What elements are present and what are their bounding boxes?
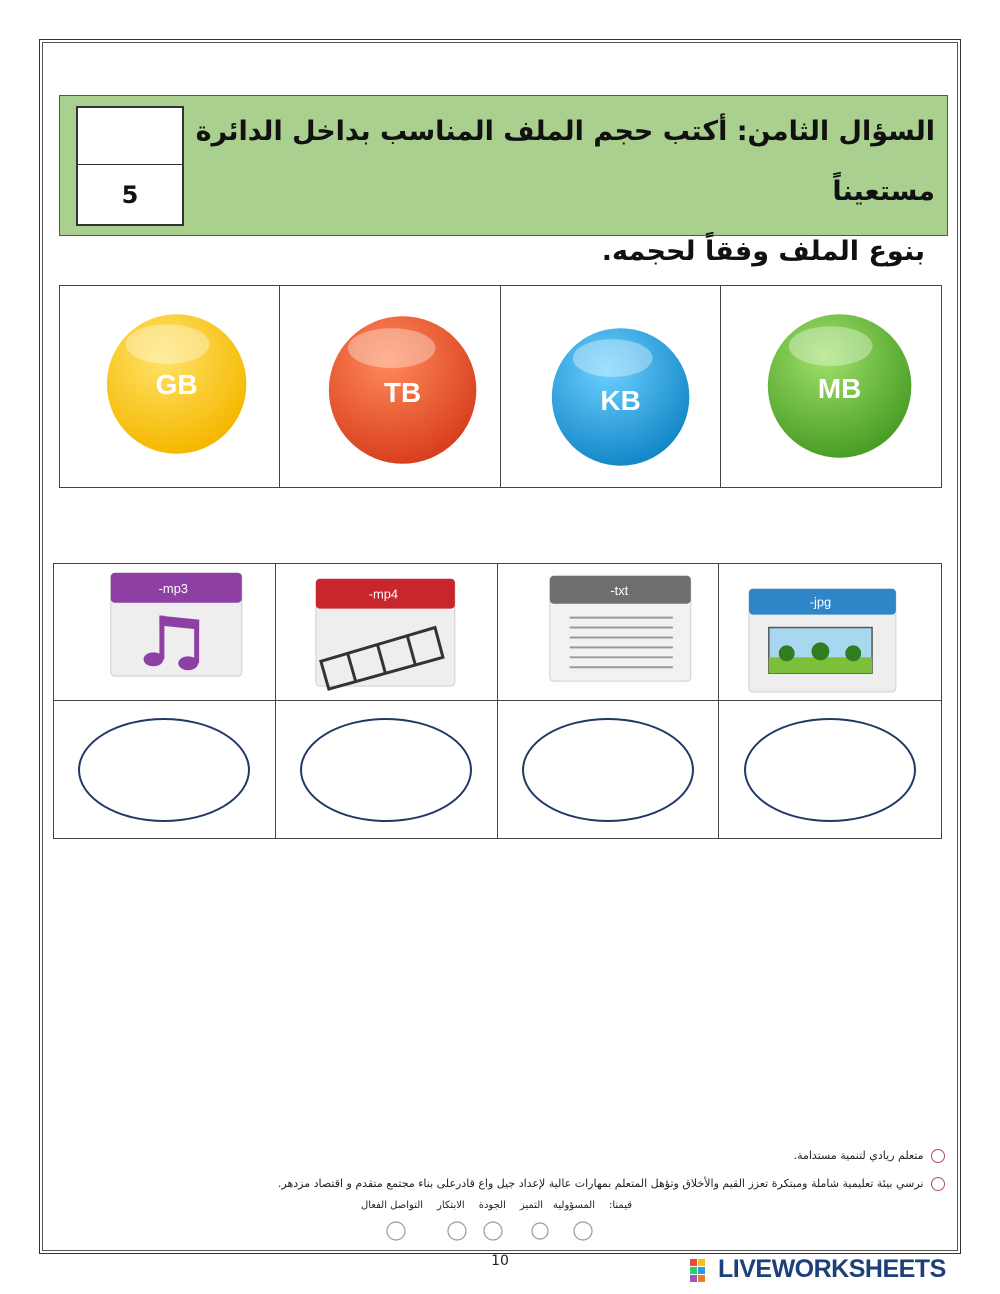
size-cell bbox=[280, 286, 500, 488]
value-item: الابتكار bbox=[437, 1200, 465, 1211]
size-options-table bbox=[59, 285, 942, 488]
size-label: MB bbox=[817, 372, 862, 404]
file-ext-label: -txt bbox=[609, 582, 628, 598]
txt-file-icon bbox=[498, 564, 719, 700]
question-text bbox=[195, 102, 935, 282]
file-type-cell bbox=[719, 564, 942, 701]
excellence-icon bbox=[532, 1223, 548, 1239]
file-type-cell bbox=[497, 564, 719, 701]
responsibility-icon bbox=[574, 1222, 592, 1240]
target-icon bbox=[931, 1149, 945, 1163]
answer-cell bbox=[719, 701, 942, 839]
size-label: KB bbox=[599, 384, 641, 416]
values-title: قيمنا: bbox=[608, 1200, 632, 1211]
tb-ball-icon[interactable] bbox=[280, 286, 499, 487]
size-cell bbox=[720, 286, 941, 488]
values-row bbox=[347, 1200, 632, 1211]
innovation-icon bbox=[448, 1222, 466, 1240]
mb-ball-icon[interactable] bbox=[721, 286, 941, 487]
mp3-file-icon bbox=[54, 564, 275, 700]
jpg-file-icon bbox=[719, 564, 941, 700]
answer-cell bbox=[54, 701, 276, 839]
file-type-cell bbox=[275, 564, 497, 701]
score-total: 5 bbox=[121, 181, 139, 209]
score-earned-field[interactable] bbox=[78, 108, 182, 165]
vision-text: متعلم ريادي لتنمية مستدامة. bbox=[793, 1149, 924, 1162]
answer-cell bbox=[497, 701, 719, 839]
vision-statement bbox=[794, 1149, 945, 1163]
file-ext-label: -mp4 bbox=[368, 586, 398, 602]
liveworksheets-logo bbox=[690, 1255, 990, 1285]
target-icon bbox=[931, 1177, 945, 1191]
value-item: التواصل الفعال bbox=[360, 1200, 424, 1211]
file-types-table bbox=[53, 563, 942, 839]
size-cell bbox=[500, 286, 720, 488]
values-icons bbox=[383, 1218, 603, 1244]
gb-ball-icon[interactable] bbox=[60, 286, 279, 487]
brand-blocks-icon bbox=[690, 1259, 714, 1283]
mission-statement bbox=[278, 1177, 945, 1191]
mission-text: نرسي بيئة تعليمية شاملة ومبتكرة تعزز القيم والأخلاق وتؤهل المتعلم بمهارات عالية لإعداد جيل واع قادرعلى بناء مجتمع متقدم و اقتصاد مزدهر. bbox=[277, 1177, 924, 1190]
file-ext-label: -jpg bbox=[809, 594, 832, 610]
mp4-file-icon bbox=[276, 564, 497, 700]
answer-circle-mp4[interactable] bbox=[300, 718, 472, 822]
answer-circle-jpg[interactable] bbox=[744, 718, 916, 822]
quality-icon bbox=[484, 1222, 502, 1240]
value-item: الجودة bbox=[478, 1200, 506, 1211]
landscape-image-icon bbox=[769, 628, 872, 674]
communication-icon bbox=[387, 1222, 405, 1240]
score-box bbox=[76, 106, 184, 226]
file-ext-label: -mp3 bbox=[158, 580, 188, 596]
answer-cell bbox=[275, 701, 497, 839]
question-line-2: بنوع الملف وفقاً لحجمه. bbox=[601, 236, 925, 267]
question-header bbox=[59, 95, 948, 267]
file-type-cell bbox=[54, 564, 276, 701]
size-label: GB bbox=[155, 368, 198, 400]
question-line-1: السؤال الثامن: أكتب حجم الملف المناسب بداخل الدائرة مستعيناً bbox=[195, 116, 935, 207]
value-item: المسؤولية bbox=[553, 1200, 595, 1211]
size-cell bbox=[60, 286, 280, 488]
page-number: 10 bbox=[491, 1253, 509, 1269]
answer-circle-mp3[interactable] bbox=[78, 718, 250, 822]
brand-name: LIVEWORKSHEETS bbox=[718, 1255, 946, 1283]
size-label: TB bbox=[384, 376, 422, 408]
kb-ball-icon[interactable] bbox=[501, 286, 720, 487]
value-item: التميز bbox=[519, 1200, 544, 1211]
answer-circle-txt[interactable] bbox=[522, 718, 694, 822]
